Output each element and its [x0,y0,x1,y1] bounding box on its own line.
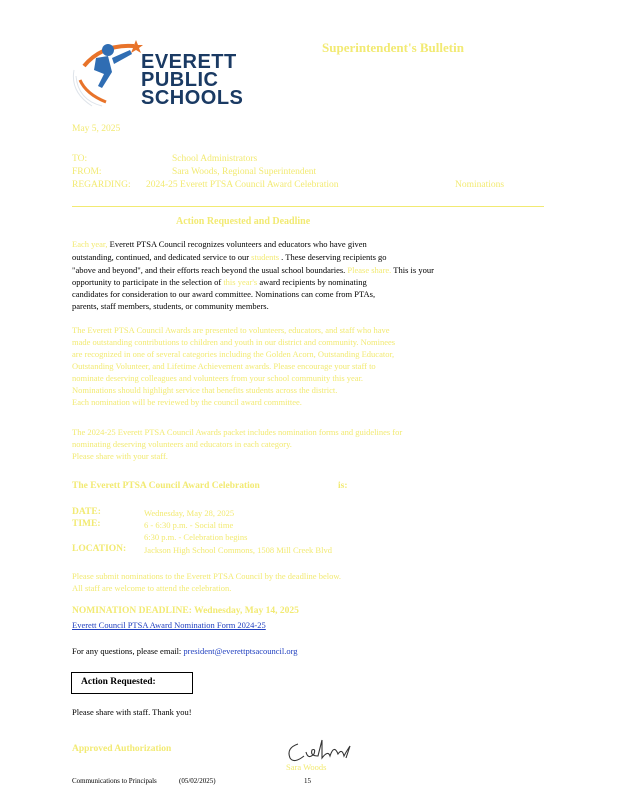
deadline-line: NOMINATION DEADLINE: Wednesday, May 14, 2025 [72,606,299,616]
logo-line-2: PUBLIC [141,69,219,91]
event-time-value-2: 6:30 p.m. - Celebration begins [144,532,248,542]
p1-text-1: Everett PTSA Council recognizes volunteers and educators who have given [109,239,367,249]
p2-line: The Everett PTSA Council Awards are presented to volunteers, educators, and staff who have [72,325,390,335]
p1-line-3 [72,264,434,276]
nomination-form-link[interactable]: Everett Council PTSA Award Nomination Form 2024-25 [72,620,266,630]
p1-line-5: candidates for consideration to our award committee. Nominations can come from PTAs, [72,289,376,299]
p1-line-6: parents, staff members, students, or community members. [72,301,269,311]
p1-text-2b: . These deserving recipients go [281,252,387,262]
approval-label: Approved Authorization [72,744,172,754]
p3-line: nominating deserving volunteers and educators in each category. [72,439,292,449]
event-heading: The Everett PTSA Council Award Celebration [72,481,260,491]
memo-date: May 5, 2025 [72,124,121,134]
logo-mark-icon [72,36,144,110]
event-time-label: TIME: [72,519,101,529]
header-divider [72,206,544,207]
p1-faint-4: this year's [223,277,258,287]
event-location-value: Jackson High School Commons, 1508 Mill Creek Blvd [144,545,332,555]
p1-lead: Each year, [72,239,108,249]
memo-to-value: School Administrators [172,154,258,164]
p2-line: nominate deserving colleagues and volunteers from your school community this year. [72,373,364,383]
p1-line-4 [72,276,367,288]
bulletin-title: Superintendent's Bulletin [322,40,464,55]
p1-faint-2: students [251,252,280,262]
footer-page-number: 15 [304,777,311,785]
action-text: Please share with staff. Thank you! [72,707,192,717]
questions-line [72,646,298,656]
footer-left: Communications to Principals [72,777,157,785]
p1-text-3: "above and beyond", and their efforts reach beyond the usual school boundaries. [72,265,346,275]
event-heading-tail: is: [338,481,348,491]
rsvp-line: Please submit nominations to the Everett PTSA Council by the deadline below. [72,571,342,581]
p1-line-1 [72,238,367,250]
memo-from-label: FROM: [72,167,102,177]
section-title: Action Requested and Deadline [176,216,311,227]
event-time-value-1: 6 - 6:30 p.m. - Social time [144,520,234,530]
p3-line: Please share with your staff. [72,451,168,461]
signer-name: Sara Woods [286,762,327,772]
p1-text-4b: award recipients by nominating [259,277,367,287]
p2-line: are recognized in one of several categories including the Golden Acorn, Outstanding Educator, [72,349,395,359]
p1-faint-3: Please share. [347,265,392,275]
memo-regarding-label: REGARDING: [72,180,131,190]
p3-line: The 2024-25 Everett PTSA Council Awards packet includes nomination forms and guidelines for [72,427,403,437]
logo-line-1: EVERETT [141,51,237,73]
p1-line-2 [72,251,387,263]
p1-text-4: opportunity to participate in the selection of [72,277,222,287]
p2-line: made outstanding contributions to children and youth in our district and community. Nominees [72,337,396,347]
action-requested-box [71,672,193,694]
event-date-label: DATE: [72,507,101,517]
questions-email-link[interactable]: president@everettptsacouncil.org [183,646,298,656]
questions-text: For any questions, please email: [72,646,182,656]
event-date-value: Wednesday, May 28, 2025 [144,508,235,518]
p2-line: Outstanding Volunteer, and Lifetime Achievement awards. Please encourage your staff to [72,361,376,371]
district-logo [72,36,252,110]
footer-date: (05/02/2025) [179,777,216,785]
p1-text-2: outstanding, continued, and dedicated service to our [72,252,250,262]
memo-from-value: Sara Woods, Regional Superintendent [172,167,317,177]
action-requested-label: Action Requested: [81,677,156,687]
memo-regarding-extra: Nominations [455,180,505,190]
rsvp-line: All staff are welcome to attend the celebration. [72,583,232,593]
logo-line-3: SCHOOLS [141,87,244,109]
p2-line: Each nomination will be reviewed by the council award committee. [72,397,302,407]
p1-text-3b: This is your [393,265,434,275]
memo-to-label: TO: [72,154,88,164]
memo-regarding-value: 2024-25 Everett PTSA Council Award Celebration [146,180,339,190]
p2-line: Nominations should highlight service that benefits students across the district. [72,385,338,395]
event-location-label: LOCATION: [72,544,127,554]
